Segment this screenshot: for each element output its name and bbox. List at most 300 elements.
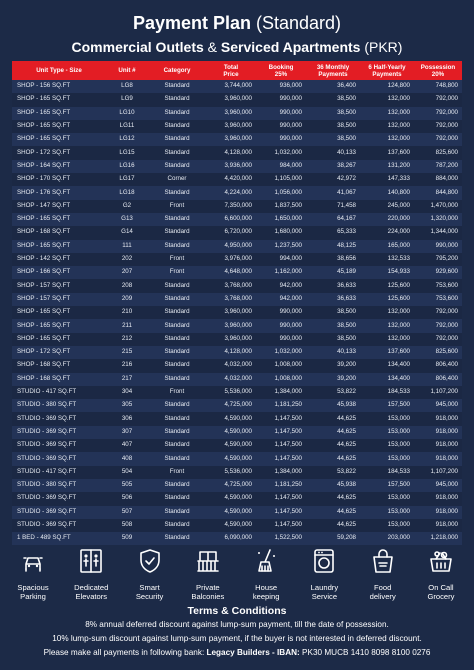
possession-cell: 825,600 xyxy=(414,146,462,159)
possession-cell: 945,000 xyxy=(414,479,462,492)
booking-cell: 1,032,000 xyxy=(256,346,306,359)
monthly-cell: 44,625 xyxy=(306,412,360,425)
housekeeping-icon xyxy=(252,547,280,580)
monthly-cell: 44,625 xyxy=(306,426,360,439)
amenity-food-delivery xyxy=(362,547,404,601)
monthly-cell: 71,458 xyxy=(306,200,360,213)
unit-number-cell: 209 xyxy=(106,293,148,306)
col-unit-type-header: Unit Type - Size xyxy=(12,61,106,80)
table-row xyxy=(12,506,462,519)
page-subtitle xyxy=(0,38,474,56)
total-price-cell: 3,960,000 xyxy=(206,93,256,106)
unit-type-cell: SHOP - 165 SQ.FT xyxy=(12,120,106,133)
total-price-cell: 3,744,000 xyxy=(206,80,256,93)
category-cell: Standard xyxy=(148,133,206,146)
booking-cell: 1,147,500 xyxy=(256,492,306,505)
total-price-cell: 4,032,000 xyxy=(206,373,256,386)
unit-type-cell: SHOP - 142 SQ.FT xyxy=(12,253,106,266)
possession-cell: 918,000 xyxy=(414,492,462,505)
unit-type-cell: STUDIO - 380 SQ.FT xyxy=(12,399,106,412)
unit-number-cell: 215 xyxy=(106,346,148,359)
amenity-label: Laundry Service xyxy=(310,583,339,601)
grocery-icon xyxy=(427,547,455,580)
total-price-cell: 4,725,000 xyxy=(206,399,256,412)
possession-cell: 748,800 xyxy=(414,80,462,93)
unit-type-cell: STUDIO - 369 SQ.FT xyxy=(12,439,106,452)
booking-cell: 1,008,000 xyxy=(256,359,306,372)
booking-cell: 1,650,000 xyxy=(256,213,306,226)
half-yearly-cell: 153,000 xyxy=(360,412,414,425)
booking-cell: 994,000 xyxy=(256,253,306,266)
possession-cell: 918,000 xyxy=(414,439,462,452)
amenity-label: Private Balconies xyxy=(191,583,225,601)
unit-number-cell: 304 xyxy=(106,386,148,399)
possession-cell: 825,600 xyxy=(414,346,462,359)
category-cell: Front xyxy=(148,466,206,479)
booking-cell: 990,000 xyxy=(256,120,306,133)
monthly-cell: 45,938 xyxy=(306,399,360,412)
total-price-cell: 3,936,000 xyxy=(206,160,256,173)
unit-type-cell: STUDIO - 369 SQ.FT xyxy=(12,426,106,439)
unit-type-cell: SHOP - 165 SQ.FT xyxy=(12,306,106,319)
monthly-cell: 64,167 xyxy=(306,213,360,226)
category-cell: Standard xyxy=(148,359,206,372)
unit-number-cell: LG18 xyxy=(106,186,148,199)
amenity-label: Smart Security xyxy=(135,583,164,601)
possession-cell: 753,600 xyxy=(414,293,462,306)
booking-cell: 1,147,500 xyxy=(256,519,306,532)
half-yearly-cell: 132,000 xyxy=(360,133,414,146)
unit-number-cell: G2 xyxy=(106,200,148,213)
total-price-cell: 3,960,000 xyxy=(206,333,256,346)
half-yearly-cell: 153,000 xyxy=(360,439,414,452)
unit-number-cell: 208 xyxy=(106,279,148,292)
category-cell: Standard xyxy=(148,479,206,492)
unit-number-cell: 207 xyxy=(106,266,148,279)
shield-icon xyxy=(136,547,164,580)
booking-cell: 1,032,000 xyxy=(256,146,306,159)
possession-cell: 1,320,000 xyxy=(414,213,462,226)
unit-type-cell: SHOP - 165 SQ.FT xyxy=(12,133,106,146)
monthly-cell: 38,500 xyxy=(306,306,360,319)
category-cell: Front xyxy=(148,253,206,266)
booking-cell: 1,147,500 xyxy=(256,506,306,519)
category-cell: Standard xyxy=(148,439,206,452)
unit-type-cell: STUDIO - 369 SQ.FT xyxy=(12,519,106,532)
possession-cell: 795,200 xyxy=(414,253,462,266)
total-price-cell: 5,536,000 xyxy=(206,466,256,479)
booking-cell: 1,837,500 xyxy=(256,200,306,213)
half-yearly-cell: 153,000 xyxy=(360,426,414,439)
category-cell: Standard xyxy=(148,373,206,386)
unit-number-cell: LG9 xyxy=(106,93,148,106)
unit-type-cell: SHOP - 165 SQ.FT xyxy=(12,93,106,106)
possession-cell: 787,200 xyxy=(414,160,462,173)
possession-cell: 918,000 xyxy=(414,412,462,425)
unit-type-cell: SHOP - 165 SQ.FT xyxy=(12,240,106,253)
booking-cell: 1,147,500 xyxy=(256,412,306,425)
amenities-row xyxy=(12,547,462,601)
total-price-cell: 4,590,000 xyxy=(206,506,256,519)
possession-cell: 929,600 xyxy=(414,266,462,279)
unit-number-cell: G14 xyxy=(106,226,148,239)
half-yearly-cell: 153,000 xyxy=(360,519,414,532)
unit-number-cell: 505 xyxy=(106,479,148,492)
amenity-label: Dedicated Elevators xyxy=(74,583,109,601)
category-cell: Standard xyxy=(148,346,206,359)
col-monthly-header: 36 Monthly Payments xyxy=(306,61,360,80)
booking-cell: 990,000 xyxy=(256,107,306,120)
half-yearly-cell: 224,000 xyxy=(360,226,414,239)
half-yearly-cell: 140,800 xyxy=(360,186,414,199)
unit-number-cell: 509 xyxy=(106,532,148,545)
unit-number-cell: 216 xyxy=(106,359,148,372)
table-row xyxy=(12,479,462,492)
table-row xyxy=(12,240,462,253)
monthly-cell: 48,125 xyxy=(306,240,360,253)
total-price-cell: 3,960,000 xyxy=(206,133,256,146)
category-cell: Standard xyxy=(148,306,206,319)
possession-cell: 1,107,200 xyxy=(414,466,462,479)
unit-number-cell: 202 xyxy=(106,253,148,266)
amenity-housekeeping xyxy=(245,547,287,601)
half-yearly-cell: 203,000 xyxy=(360,532,414,545)
unit-type-cell: 1 BED - 489 SQ.FT xyxy=(12,532,106,545)
booking-cell: 1,680,000 xyxy=(256,226,306,239)
category-cell: Standard xyxy=(148,293,206,306)
unit-number-cell: 407 xyxy=(106,439,148,452)
unit-number-cell: 306 xyxy=(106,412,148,425)
total-price-cell: 4,590,000 xyxy=(206,492,256,505)
unit-number-cell: LG8 xyxy=(106,80,148,93)
unit-type-cell: SHOP - 157 SQ.FT xyxy=(12,293,106,306)
table-row xyxy=(12,532,462,545)
half-yearly-cell: 153,000 xyxy=(360,452,414,465)
unit-number-cell: LG17 xyxy=(106,173,148,186)
table-row xyxy=(12,359,462,372)
monthly-cell: 44,625 xyxy=(306,519,360,532)
half-yearly-cell: 153,000 xyxy=(360,492,414,505)
terms-line-bank xyxy=(0,648,474,658)
possession-cell: 918,000 xyxy=(414,519,462,532)
monthly-cell: 53,822 xyxy=(306,386,360,399)
total-price-cell: 5,536,000 xyxy=(206,386,256,399)
total-price-cell: 4,590,000 xyxy=(206,426,256,439)
unit-type-cell: STUDIO - 417 SQ.FT xyxy=(12,386,106,399)
total-price-cell: 3,960,000 xyxy=(206,319,256,332)
unit-number-cell: 507 xyxy=(106,506,148,519)
possession-cell: 918,000 xyxy=(414,426,462,439)
terms-line-deferred: 8% annual deferred discount against lump-sum payment, till the date of possession. xyxy=(85,620,389,629)
amenity-label: On Call Grocery xyxy=(427,583,455,601)
category-cell: Standard xyxy=(148,532,206,545)
total-price-cell: 4,725,000 xyxy=(206,479,256,492)
half-yearly-cell: 132,533 xyxy=(360,253,414,266)
monthly-cell: 38,500 xyxy=(306,120,360,133)
bank-iban: PK30 MUCB 1410 8098 8100 0276 xyxy=(302,648,431,657)
half-yearly-cell: 124,800 xyxy=(360,80,414,93)
table-row xyxy=(12,293,462,306)
booking-cell: 990,000 xyxy=(256,133,306,146)
possession-cell: 1,470,000 xyxy=(414,200,462,213)
total-price-cell: 4,420,000 xyxy=(206,173,256,186)
monthly-cell: 40,133 xyxy=(306,346,360,359)
booking-cell: 1,147,500 xyxy=(256,452,306,465)
monthly-cell: 40,133 xyxy=(306,146,360,159)
table-header-row xyxy=(12,61,462,80)
table-row xyxy=(12,452,462,465)
unit-type-cell: SHOP - 168 SQ.FT xyxy=(12,359,106,372)
table-row xyxy=(12,226,462,239)
unit-number-cell: LG16 xyxy=(106,160,148,173)
unit-number-cell: 111 xyxy=(106,240,148,253)
booking-cell: 1,522,500 xyxy=(256,532,306,545)
total-price-cell: 3,768,000 xyxy=(206,293,256,306)
half-yearly-cell: 131,200 xyxy=(360,160,414,173)
total-price-cell: 4,590,000 xyxy=(206,519,256,532)
unit-number-cell: LG10 xyxy=(106,107,148,120)
table-row xyxy=(12,107,462,120)
possession-cell: 990,000 xyxy=(414,240,462,253)
half-yearly-cell: 132,000 xyxy=(360,93,414,106)
half-yearly-cell: 184,533 xyxy=(360,386,414,399)
unit-number-cell: 210 xyxy=(106,306,148,319)
monthly-cell: 44,625 xyxy=(306,452,360,465)
possession-cell: 844,800 xyxy=(414,186,462,199)
booking-cell: 1,237,500 xyxy=(256,240,306,253)
total-price-cell: 3,960,000 xyxy=(206,107,256,120)
booking-cell: 942,000 xyxy=(256,279,306,292)
table-row xyxy=(12,200,462,213)
total-price-cell: 3,768,000 xyxy=(206,279,256,292)
category-cell: Standard xyxy=(148,452,206,465)
unit-type-cell: STUDIO - 380 SQ.FT xyxy=(12,479,106,492)
total-price-cell: 7,350,000 xyxy=(206,200,256,213)
category-cell: Standard xyxy=(148,506,206,519)
possession-cell: 792,000 xyxy=(414,319,462,332)
terms-line-lumpsum: 10% lump-sum discount against lump-sum payment, if the buyer is not interested in deferred discount. xyxy=(52,634,422,643)
booking-cell: 1,162,000 xyxy=(256,266,306,279)
half-yearly-cell: 147,333 xyxy=(360,173,414,186)
total-price-cell: 4,128,000 xyxy=(206,346,256,359)
monthly-cell: 39,200 xyxy=(306,373,360,386)
unit-number-cell: 506 xyxy=(106,492,148,505)
elevator-icon xyxy=(77,547,105,580)
half-yearly-cell: 157,500 xyxy=(360,479,414,492)
booking-cell: 936,000 xyxy=(256,80,306,93)
half-yearly-cell: 132,000 xyxy=(360,306,414,319)
table-row xyxy=(12,466,462,479)
table-body xyxy=(12,80,462,545)
total-price-cell: 4,590,000 xyxy=(206,439,256,452)
payment-plan-table xyxy=(12,61,462,545)
amenity-parking xyxy=(12,547,54,601)
unit-type-cell: STUDIO - 369 SQ.FT xyxy=(12,452,106,465)
possession-cell: 792,000 xyxy=(414,133,462,146)
total-price-cell: 4,128,000 xyxy=(206,146,256,159)
monthly-cell: 45,189 xyxy=(306,266,360,279)
possession-cell: 806,400 xyxy=(414,373,462,386)
page-title xyxy=(0,12,474,34)
bank-account-name: Legacy Builders - IBAN: xyxy=(206,648,300,657)
unit-type-cell: STUDIO - 369 SQ.FT xyxy=(12,412,106,425)
possession-cell: 945,000 xyxy=(414,399,462,412)
table-row xyxy=(12,412,462,425)
half-yearly-cell: 132,000 xyxy=(360,319,414,332)
table-row xyxy=(12,319,462,332)
booking-cell: 942,000 xyxy=(256,293,306,306)
table-row xyxy=(12,373,462,386)
table-row xyxy=(12,439,462,452)
possession-cell: 1,107,200 xyxy=(414,386,462,399)
possession-cell: 792,000 xyxy=(414,93,462,106)
monthly-cell: 36,633 xyxy=(306,279,360,292)
booking-cell: 1,181,250 xyxy=(256,399,306,412)
unit-number-cell: 408 xyxy=(106,452,148,465)
unit-type-cell: SHOP - 164 SQ.FT xyxy=(12,160,106,173)
category-cell: Standard xyxy=(148,412,206,425)
category-cell: Standard xyxy=(148,519,206,532)
unit-type-cell: STUDIO - 369 SQ.FT xyxy=(12,506,106,519)
food-delivery-icon xyxy=(369,547,397,580)
unit-type-cell: SHOP - 165 SQ.FT xyxy=(12,213,106,226)
subtitle-currency: (PKR) xyxy=(364,39,403,55)
monthly-cell: 45,938 xyxy=(306,479,360,492)
table-row xyxy=(12,80,462,93)
table-row xyxy=(12,160,462,173)
subtitle-ampersand: & xyxy=(207,39,218,55)
unit-number-cell: 305 xyxy=(106,399,148,412)
unit-type-cell: SHOP - 166 SQ.FT xyxy=(12,266,106,279)
table-row xyxy=(12,346,462,359)
possession-cell: 792,000 xyxy=(414,333,462,346)
amenity-shield xyxy=(129,547,171,601)
total-price-cell: 6,600,000 xyxy=(206,213,256,226)
monthly-cell: 44,625 xyxy=(306,506,360,519)
unit-number-cell: 211 xyxy=(106,319,148,332)
monthly-cell: 59,208 xyxy=(306,532,360,545)
possession-cell: 792,000 xyxy=(414,120,462,133)
table-row xyxy=(12,120,462,133)
booking-cell: 984,000 xyxy=(256,160,306,173)
half-yearly-cell: 165,000 xyxy=(360,240,414,253)
table-row xyxy=(12,133,462,146)
total-price-cell: 3,960,000 xyxy=(206,306,256,319)
amenity-balcony xyxy=(187,547,229,601)
booking-cell: 1,384,000 xyxy=(256,466,306,479)
total-price-cell: 4,032,000 xyxy=(206,359,256,372)
subtitle-commercial: Commercial Outlets xyxy=(71,39,204,55)
booking-cell: 1,147,500 xyxy=(256,439,306,452)
title-bold: Payment Plan xyxy=(132,13,251,33)
total-price-cell: 4,224,000 xyxy=(206,186,256,199)
total-price-cell: 6,090,000 xyxy=(206,532,256,545)
category-cell: Corner xyxy=(148,173,206,186)
unit-type-cell: SHOP - 170 SQ.FT xyxy=(12,173,106,186)
monthly-cell: 38,500 xyxy=(306,319,360,332)
amenity-label: Spacious Parking xyxy=(17,583,49,601)
monthly-cell: 36,633 xyxy=(306,293,360,306)
total-price-cell: 4,950,000 xyxy=(206,240,256,253)
unit-number-cell: G13 xyxy=(106,213,148,226)
category-cell: Standard xyxy=(148,120,206,133)
total-price-cell: 3,976,000 xyxy=(206,253,256,266)
booking-cell: 1,105,000 xyxy=(256,173,306,186)
parking-icon xyxy=(19,547,47,580)
col-possession-header: Possession 20% xyxy=(414,61,462,80)
possession-cell: 792,000 xyxy=(414,107,462,120)
amenity-elevator xyxy=(70,547,112,601)
terms-title: Terms & Conditions xyxy=(187,605,287,617)
unit-type-cell: SHOP - 147 SQ.FT xyxy=(12,200,106,213)
monthly-cell: 44,625 xyxy=(306,439,360,452)
monthly-cell: 38,500 xyxy=(306,133,360,146)
table-row xyxy=(12,333,462,346)
half-yearly-cell: 220,000 xyxy=(360,213,414,226)
unit-number-cell: 217 xyxy=(106,373,148,386)
monthly-cell: 36,400 xyxy=(306,80,360,93)
category-cell: Standard xyxy=(148,399,206,412)
table-row xyxy=(12,426,462,439)
title-variant: (Standard) xyxy=(256,13,342,33)
col-half-yearly-header: 6 Half-Yearly Payments xyxy=(360,61,414,80)
half-yearly-cell: 134,400 xyxy=(360,359,414,372)
table-row xyxy=(12,173,462,186)
unit-type-cell: SHOP - 165 SQ.FT xyxy=(12,333,106,346)
category-cell: Front xyxy=(148,266,206,279)
category-cell: Standard xyxy=(148,160,206,173)
table-row xyxy=(12,266,462,279)
booking-cell: 1,056,000 xyxy=(256,186,306,199)
half-yearly-cell: 154,933 xyxy=(360,266,414,279)
table-row xyxy=(12,186,462,199)
unit-type-cell: SHOP - 165 SQ.FT xyxy=(12,107,106,120)
laundry-icon xyxy=(310,547,338,580)
monthly-cell: 38,500 xyxy=(306,93,360,106)
possession-cell: 806,400 xyxy=(414,359,462,372)
table-row xyxy=(12,213,462,226)
col-total-price-header: Total Price xyxy=(206,61,256,80)
booking-cell: 1,008,000 xyxy=(256,373,306,386)
monthly-cell: 39,200 xyxy=(306,359,360,372)
possession-cell: 1,218,000 xyxy=(414,532,462,545)
balcony-icon xyxy=(194,547,222,580)
category-cell: Front xyxy=(148,200,206,213)
possession-cell: 1,344,000 xyxy=(414,226,462,239)
table-row xyxy=(12,386,462,399)
unit-number-cell: 504 xyxy=(106,466,148,479)
monthly-cell: 65,333 xyxy=(306,226,360,239)
unit-number-cell: 307 xyxy=(106,426,148,439)
monthly-cell: 53,822 xyxy=(306,466,360,479)
table-row xyxy=(12,253,462,266)
half-yearly-cell: 153,000 xyxy=(360,506,414,519)
monthly-cell: 44,625 xyxy=(306,492,360,505)
monthly-cell: 42,972 xyxy=(306,173,360,186)
table-row xyxy=(12,146,462,159)
half-yearly-cell: 125,600 xyxy=(360,293,414,306)
category-cell: Standard xyxy=(148,146,206,159)
half-yearly-cell: 157,500 xyxy=(360,399,414,412)
possession-cell: 884,000 xyxy=(414,173,462,186)
category-cell: Standard xyxy=(148,226,206,239)
unit-type-cell: SHOP - 168 SQ.FT xyxy=(12,226,106,239)
total-price-cell: 3,960,000 xyxy=(206,120,256,133)
category-cell: Front xyxy=(148,386,206,399)
total-price-cell: 4,648,000 xyxy=(206,266,256,279)
unit-type-cell: STUDIO - 417 SQ.FT xyxy=(12,466,106,479)
monthly-cell: 38,656 xyxy=(306,253,360,266)
